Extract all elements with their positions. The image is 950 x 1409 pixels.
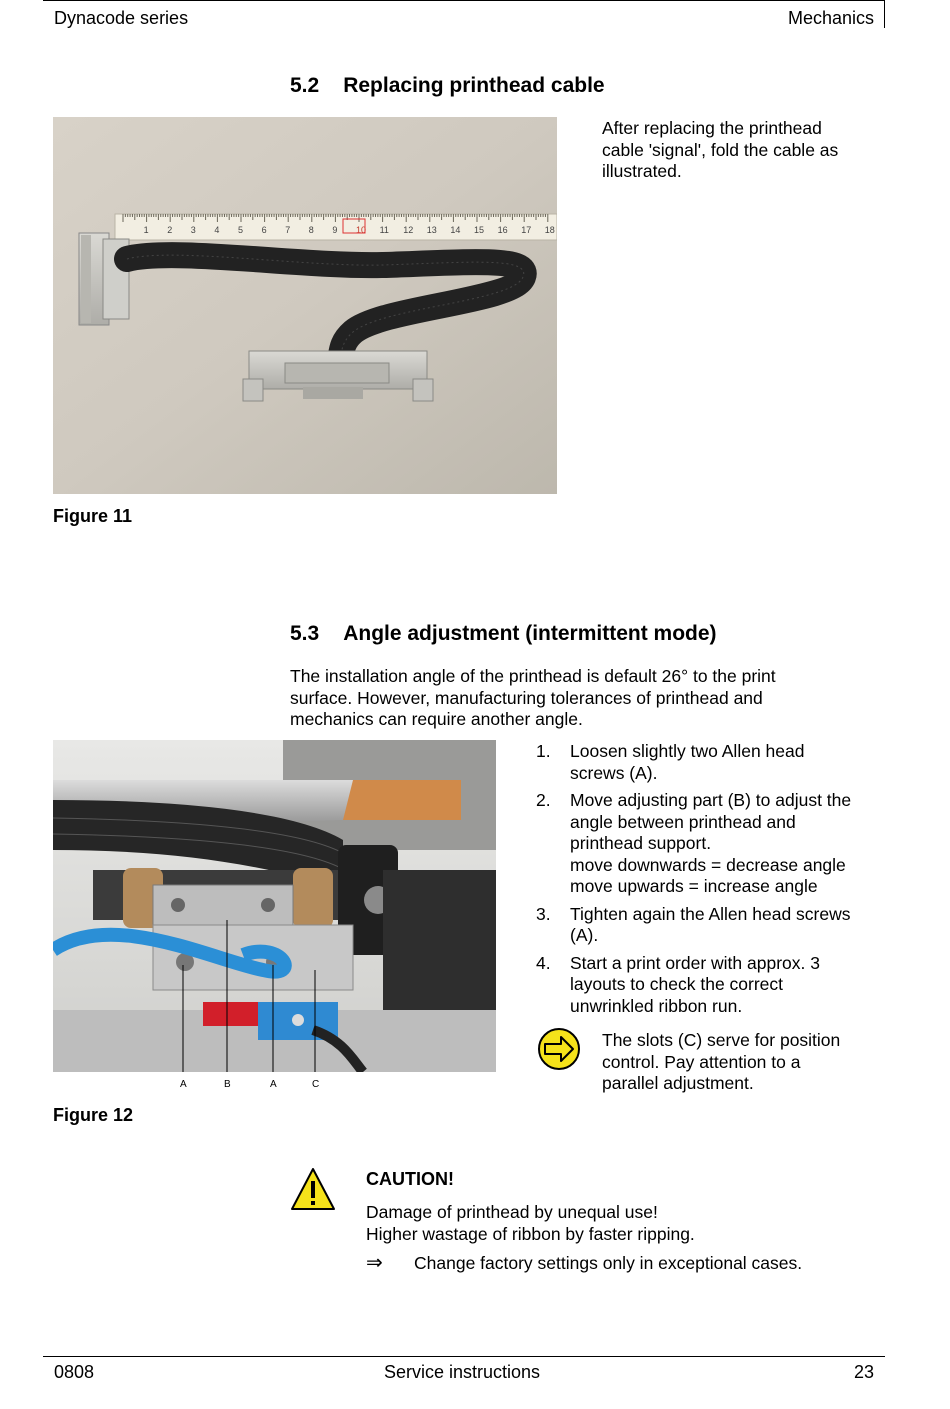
ruler-number: 13 <box>426 225 437 235</box>
header-right: Mechanics <box>787 8 874 28</box>
ruler-number: 7 <box>285 225 291 235</box>
ruler-number: 9 <box>332 225 338 235</box>
ruler-number: 12 <box>403 225 414 235</box>
text-line: The slots (C) serve for position <box>602 1030 841 1050</box>
section-5-2-text <box>602 118 892 183</box>
section-5-3-intro <box>290 666 890 731</box>
header-left: Dynacode series <box>54 8 189 28</box>
section-5-2-heading <box>290 74 605 98</box>
note-arrow-icon <box>537 1027 581 1071</box>
step-item <box>536 790 881 898</box>
step-number: 4. <box>536 952 551 973</box>
figure-12-photo <box>53 740 496 1072</box>
step-number: 2. <box>536 790 551 810</box>
step-line: unwrinkled ribbon run. <box>570 995 743 1016</box>
text-line: Damage of printhead by unequal use! <box>366 1202 658 1222</box>
warning-triangle-icon <box>290 1167 336 1211</box>
steps-list <box>536 741 881 1023</box>
step-line: Move adjusting part (B) to adjust the <box>570 790 852 810</box>
ruler-number: 6 <box>261 225 267 235</box>
section-title: Angle adjustment (intermittent mode) <box>343 622 717 645</box>
text-line: mechanics can require another angle. <box>290 709 583 729</box>
note-text <box>602 1030 892 1095</box>
header-rule-right <box>884 0 885 28</box>
step-line: Start a print order with approx. 3 <box>570 952 820 973</box>
step-item <box>536 953 881 1018</box>
ruler-number: 17 <box>521 225 532 235</box>
ruler <box>115 214 557 240</box>
step-number: 1. <box>536 741 551 761</box>
step-line: screws (A). <box>570 762 658 783</box>
ruler-number: 8 <box>308 225 314 235</box>
footer-left: 0808 <box>54 1362 95 1382</box>
ruler-number: 18 <box>544 225 555 235</box>
callout-c: C <box>312 1079 320 1090</box>
figure-11-label: Figure 11 <box>53 506 133 526</box>
footer-page-number: 23 <box>853 1362 874 1382</box>
section-title: Replacing printhead cable <box>343 74 605 97</box>
ruler-number: 16 <box>497 225 508 235</box>
ruler-number: 3 <box>190 225 196 235</box>
text-line: The installation angle of the printhead is default 26° to the print <box>290 666 776 686</box>
action-arrow-icon: ⇒ <box>366 1252 383 1274</box>
caution-title: CAUTION! <box>366 1169 454 1189</box>
ruler-number: 5 <box>238 225 244 235</box>
step-line: move upwards = increase angle <box>570 876 818 896</box>
step-number: 3. <box>536 903 551 924</box>
figure-11-photo <box>53 117 557 494</box>
text-line: illustrated. <box>602 161 682 181</box>
ruler-number: 14 <box>450 225 461 235</box>
text-line: After replacing the printhead <box>602 118 822 138</box>
text-line: Higher wastage of ribbon by faster ripping. <box>366 1223 695 1244</box>
step-line: Tighten again the Allen head screws <box>570 903 851 924</box>
ruler-number: 15 <box>474 225 485 235</box>
step-line: (A). <box>570 925 599 945</box>
callout-a1: A <box>180 1079 187 1090</box>
step-line: angle between printhead and <box>570 811 796 832</box>
section-number: 5.2 <box>290 74 320 97</box>
text-line: cable 'signal', fold the cable as <box>602 139 839 160</box>
text-line: control. Pay attention to a <box>602 1051 801 1072</box>
footer-rule <box>43 1356 885 1357</box>
figure-12-label: Figure 12 <box>53 1105 134 1125</box>
section-5-3-heading <box>290 622 717 646</box>
text-line: surface. However, manufacturing tolerances of printhead and <box>290 687 763 708</box>
callout-b: B <box>224 1079 231 1090</box>
text-line: parallel adjustment. <box>602 1073 754 1093</box>
ruler-number: 4 <box>214 225 220 235</box>
caution-action: Change factory settings only in exceptional cases. <box>414 1253 803 1273</box>
step-line: printhead support. <box>570 833 712 853</box>
ruler-number: 1 <box>143 225 149 235</box>
step-item <box>536 904 881 947</box>
ruler-number: 11 <box>379 225 389 235</box>
callout-a2: A <box>270 1079 277 1090</box>
section-number: 5.3 <box>290 622 320 645</box>
ruler-number: 10 <box>356 225 367 235</box>
step-line: Loosen slightly two Allen head <box>570 741 805 761</box>
left-connector <box>79 233 129 325</box>
caution-text <box>366 1202 886 1245</box>
header-rule <box>43 0 885 1</box>
step-line: layouts to check the correct <box>570 974 784 994</box>
step-line: move downwards = decrease angle <box>570 854 846 875</box>
footer-center: Service instructions <box>384 1362 541 1382</box>
step-item <box>536 741 881 784</box>
ruler-number: 2 <box>167 225 173 235</box>
